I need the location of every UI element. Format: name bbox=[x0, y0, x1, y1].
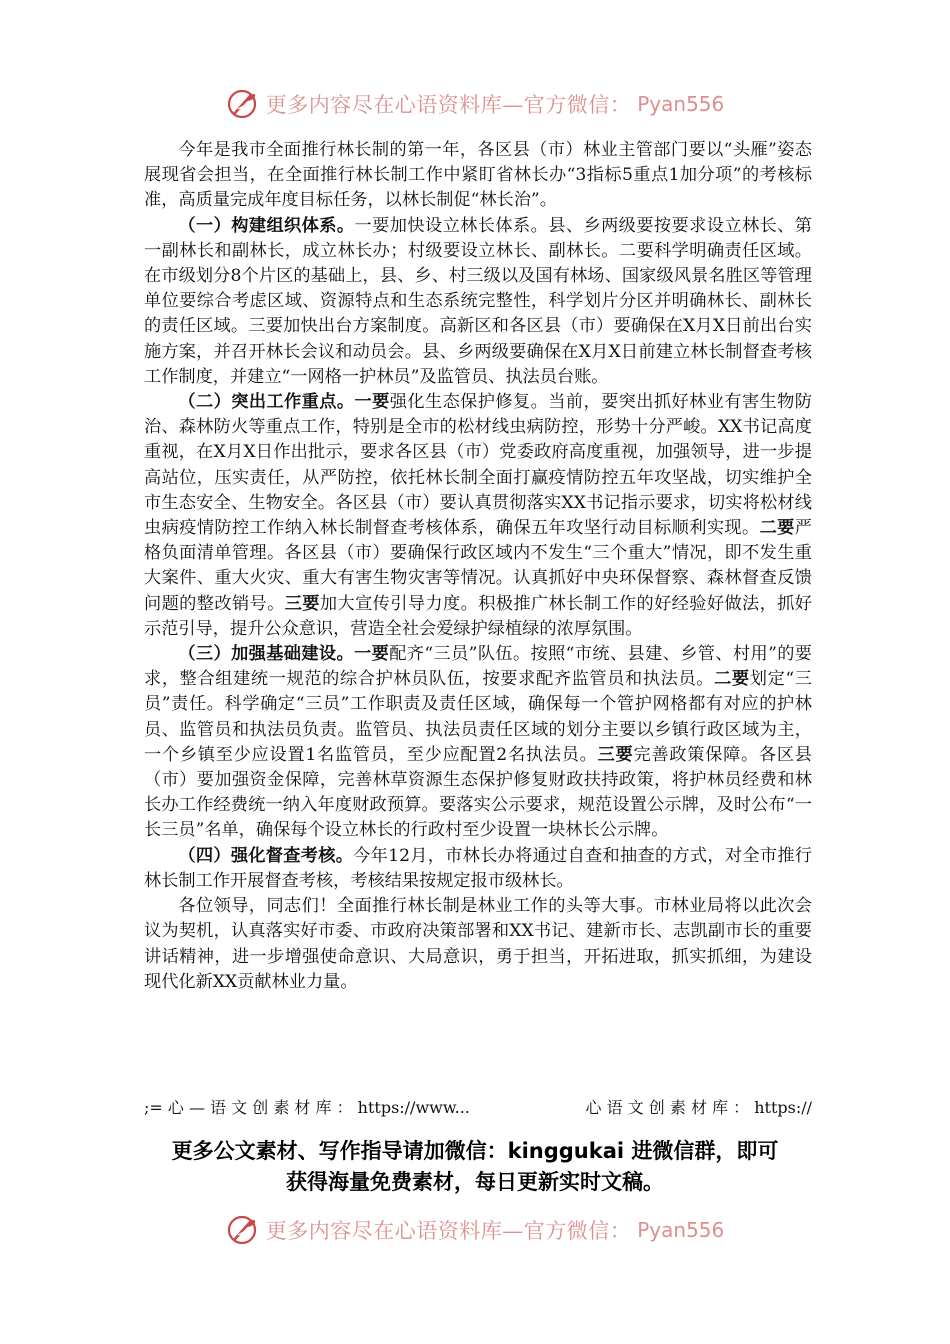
section-1-paragraph bbox=[144, 214, 812, 390]
section-3-text-3: 完善政策保障。各区县（市）要加强资金保障，完善林草资源生态保护修复财政扶持政策，将护林员经费和林长办工作经费统一纳入年度财政预算。要落实公示要求，规范设置公示牌，及时公布“一长三员”名单，确保每个设立林长的行政村至少设置一块林长公示牌。 bbox=[144, 744, 812, 841]
section-3-text-2: 划定“三员”责任。科学确定“三员”工作职责及责任区域，确保每一个管护网格都有对应的护林员、监管员和执法员负责。监管员、执法员责任区域的划分主要以乡镇行政区域为主，一个乡镇至少应设置1名监管员，至少应配置2名执法员。 bbox=[144, 669, 812, 765]
header-watermark-banner bbox=[0, 82, 950, 126]
banner-wechat-id: Pyan556 bbox=[637, 92, 725, 116]
section-2-key-2: 二要 bbox=[759, 518, 795, 539]
section-4-text: 今年12月，市林长办将通过自查和抽查的方式，对全市推行林长制工作开展督查考核，考核结果按规定报市级林长。 bbox=[144, 845, 812, 891]
promo-line-1: 更多公文素材、写作指导请加微信：kinggukai 进微信群，即可 bbox=[171, 1139, 779, 1163]
promo-line-2: 获得海量免费素材，每日更新实时文稿。 bbox=[286, 1170, 664, 1194]
section-2-text-2: 严格负面清单管理。各区县（市）要确保行政区域内不发生“三个重大”情况，即不发生重大案件、重大火灾、重大有害生物灾害等情况。认真抓好中央环保督察、森林督查反馈问题的整改销号。 bbox=[144, 518, 812, 614]
section-3-key-2: 二要 bbox=[714, 669, 750, 690]
footer-watermark-banner bbox=[0, 1208, 950, 1252]
section-2-text-1: 强化生态保护修复。当前，要突出抓好林业有害生物防治、森林防火等重点工作，特别是全市的松材线虫病防控，形势十分严峻。XX书记高度重视，在X月X日作出批示，要求各区县（市）党委政府高度重视，加强领导，进一步提高站位，压实责任，从严防控，依托林长制全面打赢疫情防控五年攻坚战，切实维护全市生态安全、生物安全。各区县（市）要认真贯彻落实XX书记指示要求，切实将松材线虫病疫情防控工作纳入林长制督查考核体系，确保五年攻坚行动目标顺利实现。 bbox=[144, 392, 812, 539]
promo-block bbox=[120, 1136, 830, 1198]
intro-paragraph: 今年是我市全面推行林长制的第一年，各区县（市）林业主管部门要以“头雁”姿态展现省会担当，在全面推行林长制工作中紧盯省林长办“3指标5重点1加分项”的考核标准，高质量完成年度目标任务，以林长制促“林长治”。 bbox=[144, 140, 812, 211]
section-2-heading: （二）突出工作重点。 bbox=[178, 392, 355, 413]
section-4-heading: （四）强化督查考核。 bbox=[178, 845, 354, 866]
section-2-key-3: 三要 bbox=[284, 593, 320, 614]
section-2-text-3: 加大宣传引导力度。积极推广林长制工作的好经验好做法，抓好示范引导，提升公众意识，营造全社会爱绿护绿植绿的浓厚氛围。 bbox=[144, 593, 812, 639]
section-3-key-3: 三要 bbox=[597, 744, 634, 765]
source-line-right: 心 语 文 创 素 材 库 ： https:// bbox=[585, 1098, 812, 1117]
quill-logo-icon bbox=[226, 1213, 260, 1247]
section-1-heading: （一）构建组织体系。 bbox=[178, 215, 355, 236]
document-body bbox=[144, 138, 812, 995]
closing-paragraph: 各位领导，同志们！全面推行林长制是林业工作的头等大事。市林业局将以此次会议为契机，认真落实好市委、市政府决策部署和XX书记、建新市长、志凯副市长的重要讲话精神，进一步增强使命意识、大局意识，勇于担当，开拓进取，抓实抓细，为建设现代化新XX贡献林业力量。 bbox=[144, 896, 812, 992]
section-3-key-1: 一要 bbox=[354, 644, 390, 665]
banner-text: 更多内容尽在心语资料库—官方微信： bbox=[265, 93, 632, 117]
quill-logo-icon bbox=[226, 87, 260, 121]
banner-text: 更多内容尽在心语资料库—官方微信： bbox=[265, 1219, 632, 1243]
source-line-left: ;= 心 — 语 文 创 素 材 库 ： https://www... bbox=[144, 1098, 470, 1117]
section-3-paragraph bbox=[144, 642, 812, 844]
section-2-paragraph bbox=[144, 390, 812, 642]
section-1-text: 一要加快设立林长体系。县、乡两级要按要求设立林长、第一副林长和副林长，成立林长办；村级要设立林长、副林长。二要科学明确责任区域。在市级划分8个片区的基础上，县、乡、村三级以及国有林场、国家级风景名胜区等管理单位要综合考虑区域、资源特点和生态系统完整性，科学划片分区并明确林长、副林长的责任区域。三要加快出台方案制度。高新区和各区县（市）要确保在X月X日前出台实施方案，并召开林长会议和动员会。县、乡两级要确保在X月X日前建立林长制督查考核工作制度，并建立“一网格一护林员”及监管员、执法员台账。 bbox=[144, 215, 812, 387]
section-4-paragraph bbox=[144, 844, 812, 894]
banner-wechat-id: Pyan556 bbox=[637, 1218, 725, 1242]
source-line bbox=[144, 1096, 812, 1120]
section-2-key-1: 一要 bbox=[354, 392, 390, 413]
section-3-text-1: 配齐“三员”队伍。按照“市统、县建、乡管、村用”的要求，整合组建统一规范的综合护林员队伍，按要求配齐监管员和执法员。 bbox=[144, 644, 812, 690]
section-3-heading: （三）加强基础建设。 bbox=[178, 644, 355, 665]
